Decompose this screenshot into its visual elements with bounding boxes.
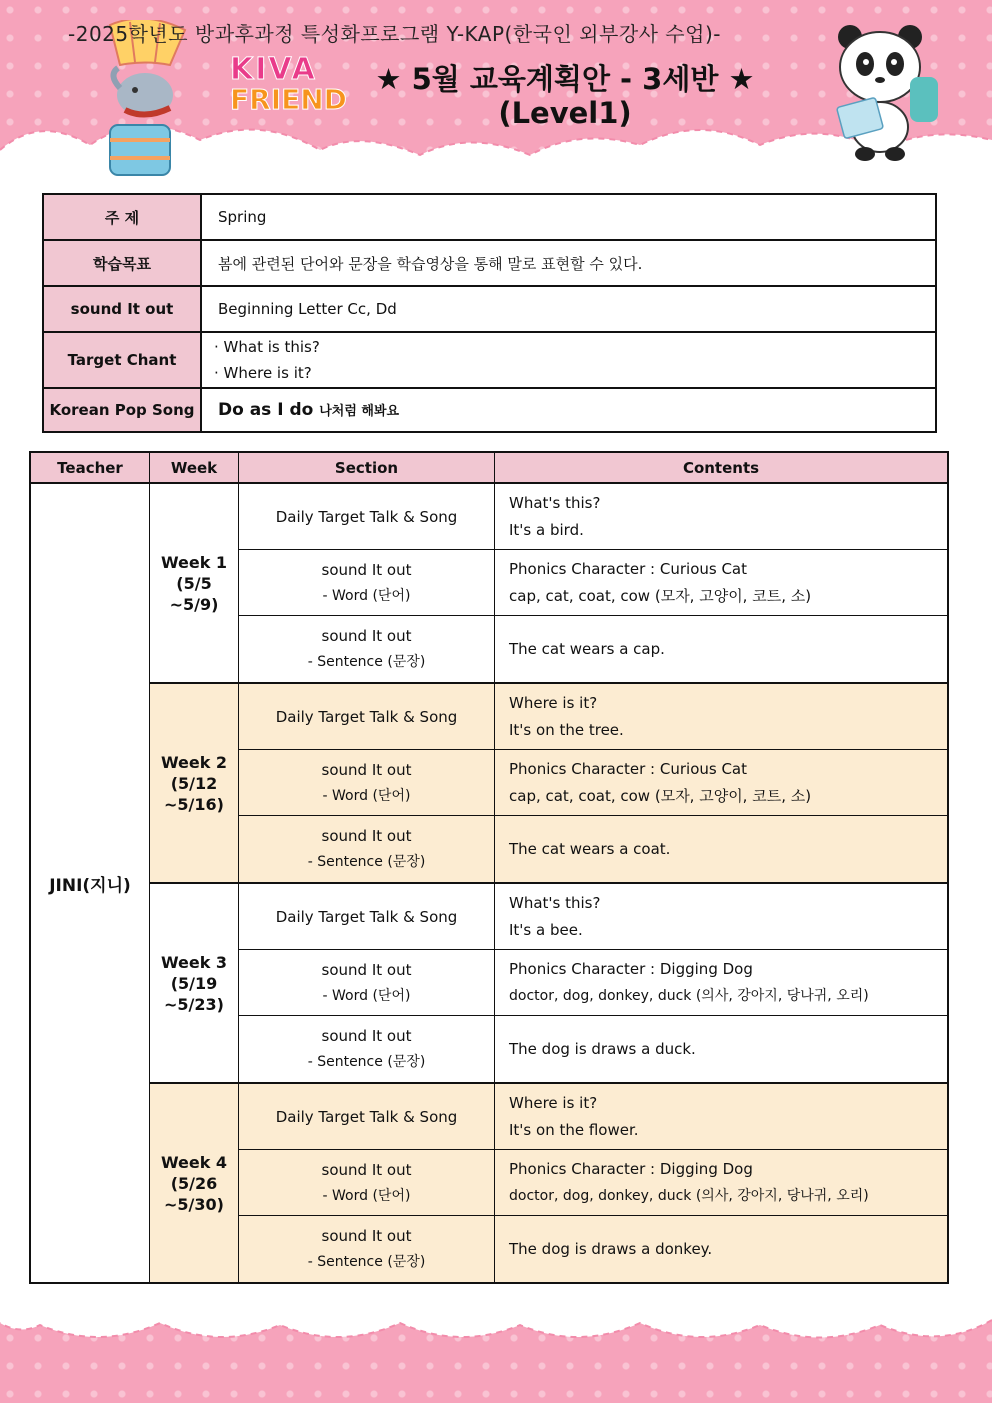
contents-sentence: The cat wears a cap. <box>495 616 949 684</box>
header-section: Section <box>239 452 495 483</box>
content-line: Where is it? <box>509 1093 598 1112</box>
section-talk: Daily Target Talk & Song <box>239 883 495 950</box>
week-title: Week 4 <box>160 1152 228 1172</box>
week-start: (5/26 <box>170 1173 218 1193</box>
contents-sentence: The dog is draws a duck. <box>495 1016 949 1084</box>
week-label <box>150 1083 239 1283</box>
content-line: What's this? <box>509 893 601 912</box>
pop-song-label: Korean Pop Song <box>43 388 201 432</box>
header-week: Week <box>150 452 239 483</box>
sound-row <box>43 286 936 332</box>
section-sound: sound It out <box>321 1227 412 1245</box>
content-line: Phonics Character : Digging Dog <box>509 1159 753 1178</box>
section-sentence-sub: - Sentence (문장) <box>307 854 426 870</box>
content-line: Where is it? <box>509 693 598 712</box>
section-word <box>239 550 495 616</box>
week-title: Week 3 <box>160 952 228 972</box>
content-line: Phonics Character : Digging Dog <box>509 959 753 978</box>
section-word <box>239 750 495 816</box>
week-label <box>150 883 239 1083</box>
contents-talk <box>495 483 949 550</box>
section-sound: sound It out <box>321 827 412 845</box>
panda-icon <box>820 22 940 162</box>
section-sound: sound It out <box>321 627 412 645</box>
section-sentence-sub: - Sentence (문장) <box>307 1254 426 1270</box>
section-sound: sound It out <box>321 1160 412 1179</box>
content-line: What's this? <box>509 493 601 512</box>
table-row <box>30 883 948 950</box>
section-talk: Daily Target Talk & Song <box>239 483 495 550</box>
week-start: (5/12 <box>170 773 218 793</box>
section-sentence <box>239 1216 495 1284</box>
table-row <box>30 483 948 550</box>
schedule-header-row <box>30 452 948 483</box>
section-word-sub: - Word (단어) <box>322 587 411 604</box>
content-line: cap, cat, coat, cow (모자, 고양이, 코트, 소) <box>509 786 812 805</box>
week-title: Week 1 <box>160 552 228 572</box>
goal-row <box>43 240 936 286</box>
section-word-sub: - Word (단어) <box>322 1187 411 1204</box>
contents-talk <box>495 683 949 750</box>
section-sentence <box>239 616 495 684</box>
goal-label: 학습목표 <box>43 240 201 286</box>
section-sentence <box>239 816 495 884</box>
chant-row <box>43 332 936 388</box>
section-sound: sound It out <box>321 560 412 579</box>
goal-value: 봄에 관련된 단어와 문장을 학습영상을 통해 말로 표현할 수 있다. <box>201 240 936 286</box>
sound-label: sound It out <box>43 286 201 332</box>
week-title: Week 2 <box>160 752 228 772</box>
top-title: -2025학년도 방과후과정 특성화프로그램 Y-KAP(한국인 외부강사 수업)- <box>68 22 721 46</box>
page-title <box>355 62 775 130</box>
footer-cloud-edge <box>0 1295 992 1355</box>
header-contents: Contents <box>495 452 949 483</box>
content-line: It's a bee. <box>509 920 583 939</box>
pop-song-row <box>43 388 936 432</box>
content-line: doctor, dog, donkey, duck (의사, 강아지, 당나귀, 오리) <box>509 1187 869 1204</box>
content-line: It's on the tree. <box>509 720 624 739</box>
section-sentence <box>239 1016 495 1084</box>
title-text: ★ 5월 교육계획안 - 3세반 ★ <box>375 62 755 96</box>
content-line: It's on the flower. <box>509 1120 639 1139</box>
kiva-friend-logo <box>230 52 358 116</box>
contents-word <box>495 950 949 1016</box>
week-start: (5/5 <box>176 573 212 593</box>
weekly-schedule-table <box>29 451 949 1284</box>
section-word <box>239 950 495 1016</box>
lesson-info-table <box>42 193 937 433</box>
week-start: (5/19 <box>170 973 218 993</box>
section-word-sub: - Word (단어) <box>322 787 411 804</box>
subject-row <box>43 194 936 240</box>
chant-label: Target Chant <box>43 332 201 388</box>
contents-sentence: The cat wears a coat. <box>495 816 949 884</box>
header-teacher: Teacher <box>30 452 150 483</box>
content-line: doctor, dog, donkey, duck (의사, 강아지, 당나귀, 오리) <box>509 987 869 1004</box>
pop-song-value <box>201 388 936 432</box>
contents-word <box>495 1150 949 1216</box>
logo-line1: KIVA <box>230 52 317 87</box>
section-word-sub: - Word (단어) <box>322 987 411 1004</box>
table-row <box>30 683 948 750</box>
subject-value: Spring <box>201 194 936 240</box>
content-line: Phonics Character : Curious Cat <box>509 759 748 778</box>
week-end: ~5/9) <box>169 594 219 614</box>
week-end: ~5/23) <box>164 994 224 1014</box>
section-sentence-sub: - Sentence (문장) <box>307 654 426 670</box>
subject-label: 주 제 <box>43 194 201 240</box>
chant-line: · Where is it? <box>214 364 312 382</box>
pop-song-korean: 나처럼 해봐요 <box>319 404 400 419</box>
week-end: ~5/30) <box>164 1194 224 1214</box>
section-sound: sound It out <box>321 1027 412 1045</box>
section-talk: Daily Target Talk & Song <box>239 1083 495 1150</box>
table-row <box>30 1083 948 1150</box>
contents-sentence: The dog is draws a donkey. <box>495 1216 949 1284</box>
content-line: It's a bird. <box>509 520 584 539</box>
contents-word <box>495 550 949 616</box>
week-label <box>150 483 239 683</box>
contents-talk <box>495 1083 949 1150</box>
chant-line: · What is this? <box>214 338 320 356</box>
sound-value: Beginning Letter Cc, Dd <box>201 286 936 332</box>
week-label <box>150 683 239 883</box>
contents-word <box>495 750 949 816</box>
contents-talk <box>495 883 949 950</box>
content-line: Phonics Character : Curious Cat <box>509 559 748 578</box>
week-end: ~5/16) <box>164 794 224 814</box>
section-talk: Daily Target Talk & Song <box>239 683 495 750</box>
title-level: (Level1) <box>498 96 632 130</box>
section-sentence-sub: - Sentence (문장) <box>307 1054 426 1070</box>
section-sound: sound It out <box>321 760 412 779</box>
chant-value <box>201 332 936 388</box>
content-line: cap, cat, coat, cow (모자, 고양이, 코트, 소) <box>509 586 812 605</box>
teacher-name: JINI(지니) <box>30 483 150 1283</box>
logo-line2: FRIEND <box>230 83 347 116</box>
pop-song-english: Do as I do <box>218 400 314 420</box>
section-word <box>239 1150 495 1216</box>
section-sound: sound It out <box>321 960 412 979</box>
